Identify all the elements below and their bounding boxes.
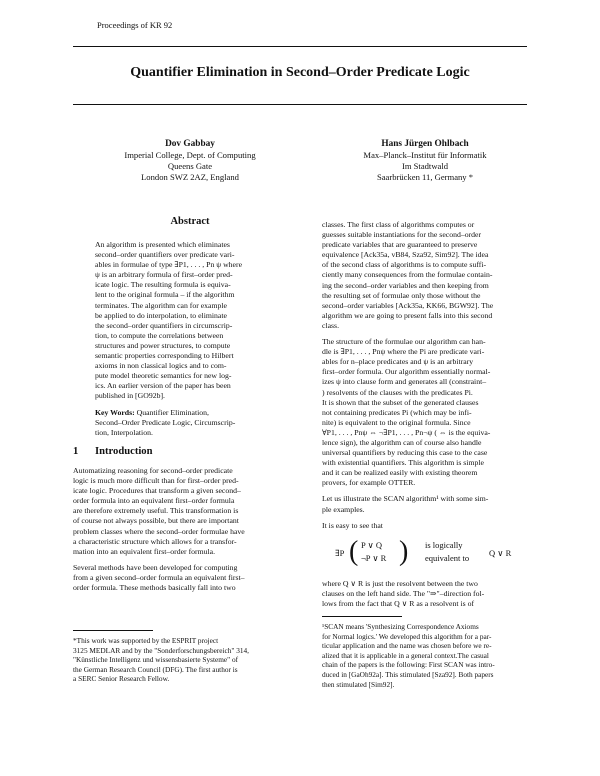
footnote-line: 3125 MEDLAR and by the "Sonderforschungsbereich" 314, <box>73 645 249 655</box>
text-line: algorithm we are going to present falls into this second <box>322 310 493 320</box>
text-line: lence sign), the algorithm can of course also handle <box>322 437 482 447</box>
abstract-line: An algorithm is presented which eliminates <box>95 240 230 249</box>
text-line: not containing predicates Pi (which may be infi- <box>322 407 472 417</box>
abstract-line: ψ is an arbitrary formula of first–order pred- <box>95 270 233 280</box>
abstract-line: pute model theoretic semantics for new log- <box>95 371 232 381</box>
paragraph <box>73 466 303 557</box>
text-line: problem classes where the second–order formulae have <box>73 526 245 536</box>
text-line: class. <box>322 320 340 330</box>
footnote-line: *This work was supported by the ESPRIT project <box>73 636 219 645</box>
footnote-rule-left <box>73 630 153 631</box>
text-line: of course not always possible, but there are important <box>73 516 239 526</box>
abstract-line: structures and power structures, to compute <box>95 340 231 350</box>
formula-quantifier: ∃P <box>335 548 345 558</box>
text-line: and it can be realized easily with existing theorem <box>322 468 478 478</box>
paragraph <box>322 220 527 331</box>
footnote-line: a SERC Senior Research Fellow. <box>73 674 170 684</box>
abstract-line: tion, to compute the correlations between <box>95 330 224 340</box>
author-affiliation-line: Saarbrücken 11, Germany * <box>376 172 474 182</box>
text-line: ing the second–order variables and then keeping from <box>322 280 489 290</box>
text-line: ∀P1, . . . , Pnψ ⇔ ¬∃P1, . . . , Pn¬ψ ( ⇔ is the equiva- <box>322 427 491 437</box>
keywords-text: Quantifier Elimination, <box>136 407 209 417</box>
text-line: dle is ∃P1, . . . , Pnψ where the Pi are predicate vari- <box>322 347 485 357</box>
paragraph <box>322 494 527 514</box>
section-title: Introduction <box>95 446 153 457</box>
text-line: order formula. These methods basically fall into two <box>73 583 236 593</box>
text-line: logic is much more difficult than for first–order pred- <box>73 476 239 486</box>
abstract-line: published in [GO92b]. <box>95 391 165 401</box>
paper-title: Quantifier Elimination in Second–Order Predicate Logic <box>130 65 470 80</box>
text-line: equivalence [Ack35a, vB84, Sza92, Sim92]. The idea <box>322 250 489 260</box>
abstract-heading: Abstract <box>170 216 210 227</box>
text-line: ple examples. <box>322 504 365 514</box>
paragraph <box>322 521 527 531</box>
right-column-body <box>322 220 527 537</box>
text-line: Let us illustrate the SCAN algorithm¹ with some sim- <box>322 494 489 504</box>
footnote-line: ticular application and the name was chosen before we re- <box>322 641 492 651</box>
author-affiliation-line: Max–Planck–Institut für Informatik <box>363 150 487 160</box>
abstract-line: terminates. The algorithm can for example <box>95 300 227 310</box>
keywords-line: Second–Order Predicate Logic, Circumscrip- <box>95 417 236 427</box>
footnote-line: alized that it is applicable in a general context.The casual <box>322 650 489 660</box>
introduction-body <box>73 466 303 599</box>
text-line: ) resolvents of the clauses with the predicates Pi. <box>322 387 473 397</box>
footnote-line: then stimulated [Sim92]. <box>322 679 395 689</box>
author-name: Dov Gabbay <box>165 139 215 149</box>
paragraph <box>322 337 527 488</box>
footnote-line: duced in [GaOh92a]. This stimulated [Sza92]. Both papers <box>322 669 494 679</box>
text-line: nite) is equivalent to the original formula. Since <box>322 417 471 427</box>
text-line: predicate variables that are guaranteed to preserve <box>322 240 478 250</box>
text-line: clauses on the left hand side. The "⇒"–direction fol- <box>322 589 485 599</box>
text-line: Several methods have been developed for computing <box>73 562 238 572</box>
abstract-line: axioms in non classical logics and to com- <box>95 361 227 371</box>
author-ohlbach <box>325 139 525 183</box>
title-rule-bottom <box>73 104 527 105</box>
formula-relation-bottom: equivalent to <box>425 553 470 563</box>
text-line: a characteristic structure which allows for a transfor- <box>73 536 237 546</box>
text-line: where Q ∨ R is just the resolvent between the two <box>322 579 478 588</box>
text-line: ciently many consequences from the formulae contain- <box>322 270 493 280</box>
section-number: 1 <box>73 446 79 457</box>
formula-clause-bottom: ¬P ∨ R <box>361 553 387 563</box>
formula-paren-right: ) <box>399 536 409 567</box>
author-name: Hans Jürgen Ohlbach <box>381 139 469 149</box>
footnote-left <box>73 636 303 684</box>
text-line: second–order variables [Ack35a, KK66, BGW92]. The <box>322 300 494 310</box>
text-line: ables for n–place predicates and ψ is an arbitrary <box>322 357 474 367</box>
footnote-right <box>322 622 527 689</box>
text-line: classes. The first class of algorithms computes or <box>322 220 475 229</box>
abstract-line: ables in formulae of type ∃P1, . . . , Pn ψ where <box>95 260 243 270</box>
text-line: It is easy to see that <box>322 520 383 530</box>
text-line: The structure of the formulae our algorithm can han- <box>322 337 486 347</box>
formula-clause-top: P ∨ Q <box>361 540 383 550</box>
formula-rhs: Q ∨ R <box>489 548 512 558</box>
text-line: It is shown that the subset of the generated clauses <box>322 397 479 407</box>
keywords-label: Key Words: <box>95 407 135 417</box>
text-line: with existential quantifiers. This algorithm is simple <box>322 458 484 468</box>
text-line: provers, for example OTTER. <box>322 478 416 488</box>
footnote-line: ¹SCAN means 'Synthesizing Correspondence Axioms <box>322 622 479 631</box>
right-column-continued <box>322 579 527 615</box>
abstract-line: lent to the original formula – if the algorithm <box>95 290 235 300</box>
running-head: Proceedings of KR 92 <box>97 20 173 30</box>
author-affiliation-line: London SWZ 2AZ, England <box>141 172 239 182</box>
author-gabbay <box>95 139 285 183</box>
text-line: izes ψ into clause form and generates all (constraint– <box>322 377 487 387</box>
text-line: lows from the fact that Q ∨ R as a resolvent is of <box>322 599 475 609</box>
footnote-line: the German Research Council (DFG). The first author is <box>73 664 238 674</box>
paragraph <box>322 579 527 609</box>
text-line: order formula into an equivalent first–order formula <box>73 496 235 506</box>
footnote-rule-right <box>322 616 402 617</box>
abstract-line: second–order quantifiers over predicate vari- <box>95 250 235 260</box>
text-line: the resulting set of formulae only those without the <box>322 290 481 300</box>
paragraph <box>73 563 303 593</box>
title-rule-top <box>73 46 527 47</box>
footnote-line: "Künstliche Intelligenz und wissensbasierte Systeme" of <box>73 655 239 665</box>
author-affiliation-line: Queens Gate <box>167 161 213 171</box>
text-line: Automatizing reasoning for second–order predicate <box>73 466 233 475</box>
abstract-line: semantic properties corresponding to Hilbert <box>95 351 234 361</box>
keywords-line: tion, Interpolation. <box>95 427 153 437</box>
formula-paren-left: ( <box>349 536 359 567</box>
keywords-line <box>95 408 285 418</box>
abstract-line: ics. An earlier version of the paper has been <box>95 381 231 391</box>
abstract-line: the second–order quantifiers in circumscrip- <box>95 320 233 330</box>
text-line: first–order formula. Our algorithm essentially normal- <box>322 367 491 377</box>
displayed-formula <box>325 534 527 574</box>
footnote-line: chain of the papers is the following: First SCAN was intro- <box>322 660 495 670</box>
text-line: from a given second–order formula an equivalent first– <box>73 572 245 582</box>
author-affiliation-line: Imperial College, Dept. of Computing <box>124 150 256 160</box>
abstract-body <box>95 240 285 438</box>
footnote-line: for Normal logics.' We developed this algorithm for a par- <box>322 631 492 641</box>
text-line: guesses suitable instantiations for the second–order <box>322 230 482 240</box>
author-affiliation-line: Im Stadtwald <box>401 161 449 171</box>
text-line: of the second class of algorithms is to compute suffi- <box>322 260 487 270</box>
text-line: icate logic. Procedures that transform a given second– <box>73 486 241 496</box>
formula-relation-top: is logically <box>425 540 463 550</box>
section-heading-introduction <box>73 446 153 457</box>
text-line: universal quantifiers by reducing this case to the case <box>322 448 488 458</box>
text-line: are therefore extremely useful. This transformation is <box>73 506 239 516</box>
text-line: mation into an equivalent first–order formula. <box>73 546 216 556</box>
abstract-line: be applied to do interpolation, to eliminate <box>95 310 227 320</box>
abstract-line: icate logic. The resulting formula is equiva- <box>95 280 231 290</box>
